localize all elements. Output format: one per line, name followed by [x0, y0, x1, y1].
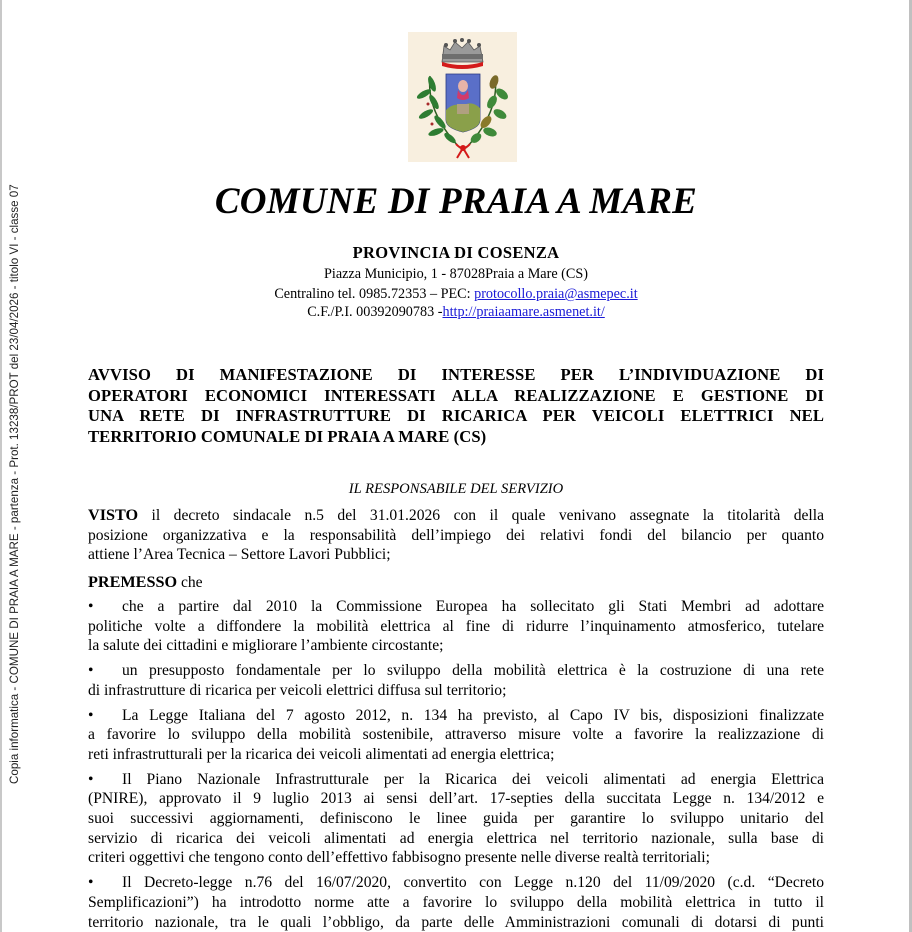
protocol-stamp-text: Copia informatica - COMUNE DI PRAIA A MARE - partenza - Prot. 13238/PROT del 23/04/2026 - titolo VI - classe 07	[8, 184, 21, 784]
contacts-line	[0, 286, 912, 303]
premesso-paragraph	[88, 573, 824, 593]
premesso-keyword: PREMESSO	[88, 573, 178, 591]
page-title: COMUNE DI PRAIA A MARE	[214, 181, 698, 222]
paragraph-line: posizione organizzativa e la responsabilità dell’impiego dei relativi fondi del bilancio per quanto	[88, 526, 824, 544]
notice-title-line: AVVISO DI MANIFESTAZIONE DI INTERESSE PER L’INDIVIDUAZIONE DI	[88, 365, 824, 384]
fiscal-code-label: C.F./P.I. 00392090783 -	[307, 304, 443, 320]
bullet-icon: •	[88, 874, 94, 892]
bullet-icon: •	[88, 770, 94, 788]
shield-icon	[446, 74, 480, 132]
premesso-suffix: che	[177, 574, 203, 591]
visto-paragraph	[88, 506, 824, 565]
list-item: • Il Decreto-legge n.76 del 16/07/2020, convertito con Legge n.120 del 11/09/2020 (c.d. “Decreto Semplificazioni”) ha introdotto norme atte a favorire lo sviluppo della mobilità elettrica in tutto il territorio nazionale, tra le quali l’obbligo, da parte delle Amministrazioni comunali di dotarsi di punti	[88, 874, 824, 931]
bullet-icon: •	[88, 598, 94, 615]
phone-pec-label: Centralino tel. 0985.72353 – PEC:	[274, 286, 475, 302]
pec-email-link[interactable]: protocollo.praia@asmepec.it	[474, 286, 638, 302]
list-item: • La Legge Italiana del 7 agosto 2012, n. 134 ha previsto, al Capo IV bis, disposizioni finalizzate a favorire lo sviluppo della mobilità sostenibile, attraverso misure volte a favorire la realizzazione di reti infrastrutturali per la ricarica dei veicoli alimentati ad energia elettrica;	[88, 706, 824, 763]
notice-title	[88, 365, 824, 447]
visto-keyword: VISTO	[88, 506, 139, 524]
coat-of-arms-icon	[408, 32, 517, 162]
list-item: • che a partire dal 2010 la Commissione Europea ha sollecitato gli Stati Membri ad adottare politiche volte a diffondere la mobilità elettrica al fine di ridurre l’inquinamento atmosferico, tutelare la salute dei cittadini e migliorare l’ambiente circostante;	[88, 598, 824, 655]
protocol-stamp	[2, 0, 24, 932]
address-line: Piazza Municipio, 1 - 87028Praia a Mare (CS)	[324, 266, 588, 282]
fiscal-line	[0, 304, 912, 321]
list-item: • Il Piano Nazionale Infrastrutturale per la Ricarica dei veicoli alimentati ad energia Elettrica (PNIRE), approvato il 9 luglio 2013 ai sensi dell’art. 17-septies della succitata Legge n. 134/2012 e suoi successivi aggiornamenti, definiscono le linee guida per garantire lo sviluppo unitario del servizio di ricarica dei veicoli alimentati ad energia elettrica nel territorio nazionale, sulla base di criteri oggettivi che tengono conto dell’effettivo fabbisogno presente nelle diverse realtà territoriali;	[88, 770, 824, 867]
notice-title-line: UNA RETE DI INFRASTRUTTURE DI RICARICA PER VEICOLI ELETTRICI NEL	[88, 406, 824, 425]
bullet-icon: •	[88, 662, 94, 680]
paragraph-line: VISTO il decreto sindacale n.5 del 31.01.2026 con il quale venivano assegnate la titolarità della	[88, 506, 824, 524]
notice-title-line: OPERATORI ECONOMICI INTERESSATI ALLA REALIZZAZIONE E GESTIONE DI	[88, 385, 824, 405]
premises-list	[88, 597, 824, 932]
list-item: • un presupposto fondamentale per lo sviluppo della mobilità elettrica è la costruzione di una rete di infrastrutture di ricarica per veicoli elettrici diffusa sul territorio;	[88, 662, 824, 699]
province-heading: PROVINCIA DI COSENZA	[352, 243, 560, 262]
bullet-icon: •	[88, 706, 94, 724]
responsible-heading: IL RESPONSABILE DEL SERVIZIO	[348, 481, 564, 497]
notice-title-line: TERRITORIO COMUNALE DI PRAIA A MARE (CS)	[88, 426, 487, 446]
website-link[interactable]: http://praiaamare.asmenet.it/	[442, 304, 605, 320]
paragraph-line: attiene l’Area Tecnica – Settore Lavori Pubblici;	[88, 546, 391, 564]
